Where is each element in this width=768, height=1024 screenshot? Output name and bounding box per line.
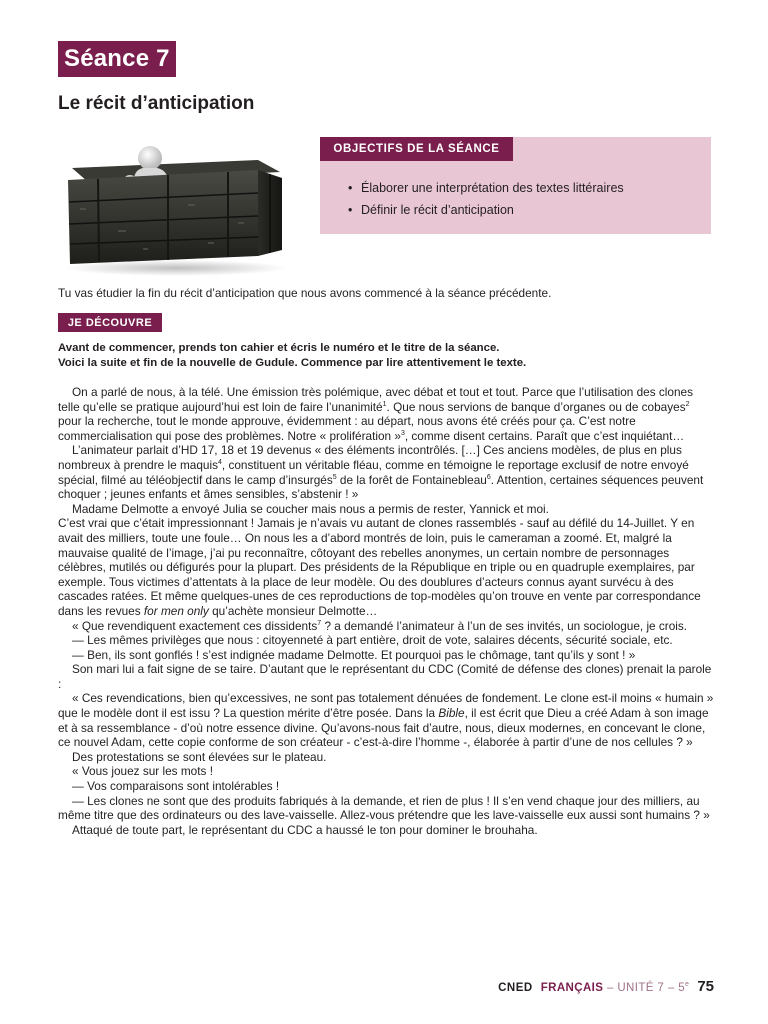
footnote-ref: 6 <box>486 473 491 481</box>
bullet-icon: • <box>348 181 353 195</box>
objective-text: Élaborer une interprétation des textes littéraires <box>361 181 624 195</box>
footnote-ref: 5 <box>332 473 337 481</box>
story-paragraph: — Les mêmes privilèges que nous : citoyenneté à part entière, droit de vote, salaires décents, sécurité sociale, etc. <box>72 633 673 648</box>
footnote-ref: 1 <box>382 400 387 408</box>
story-text <box>58 385 714 837</box>
footnote-ref: 3 <box>400 429 405 437</box>
footnote-ref: 2 <box>685 400 690 408</box>
story-paragraph: On a parlé de nous, à la télé. Une émission très polémique, avec débat et tout et tout. Parce que l’utilisation des clones telle qu’elle se pratique aujourd’hui est loin de faire l’unanimité$^1$. Que nous servions de banque d’organes ou de cobayes$^2$ pour la recherche, tout le monde approuve, évidemment : au départ, nous avons été créés pour ça. C’est notre commercialisation qui pose des problèmes. Notre « prolifération »$^3$, comme disent certains. Paraît que c’est inquiétant… <box>58 385 694 443</box>
footnote-ref: 4 <box>218 459 222 467</box>
page-number: 75 <box>697 978 714 995</box>
session-badge: Séance 7 <box>58 41 176 77</box>
story-paragraph: L’animateur parlait d’HD 17, 18 et 19 devenus « des éléments incontrôlés. […] Ces anciens modèles, de plus en plus nombreux à prendre le maquis$^4$, constituent un véritable fléau, comme en témoigne le reportage exclusif de notre envoyé spécial, filmé au téléobjectif dans le camp d’insurgés$^5$ de la forêt de Fontainebleau$^6$. Attention, certaines séquences peuvent choquer ; jeunes enfants et âmes sensibles, s’abstenir ! » <box>58 443 704 502</box>
story-paragraph: — Les clones ne sont que des produits fabriqués à la demande, et rien de plus ! Il s’en vend chaque jour des milliers, au même titre que des ordinateurs ou des lave-vaisselle. Allez-vous prétendre que les lave-vaisselle eux aussi sont humains ? » <box>58 793 710 823</box>
objectives-heading: OBJECTIFS DE LA SÉANCE <box>320 137 513 161</box>
story-paragraph: Madame Delmotte a envoyé Julia se coucher mais nous a permis de rester, Yannick et moi. <box>72 501 549 516</box>
footnote-ref: 7 <box>317 619 322 627</box>
page-footer <box>498 978 714 995</box>
story-paragraph: — Vos comparaisons sont intolérables ! <box>72 779 280 794</box>
story-paragraph: — Ben, ils sont gonflés ! s’est indignée madame Delmotte. Et pourquoi pas le chômage, tant qu’ils y sont ! » <box>72 647 636 662</box>
intro-text: Tu vas étudier la fin du récit d’anticipation que nous avons commencé à la séance précédente. <box>58 286 552 300</box>
objective-item <box>348 199 624 221</box>
story-paragraph: Attaqué de toute part, le représentant du CDC a haussé le ton pour dominer le brouhaha. <box>72 822 538 837</box>
discover-badge: JE DÉCOUVRE <box>58 313 162 332</box>
lesson-title: Le récit d’anticipation <box>58 93 255 114</box>
objectives-box <box>320 137 711 234</box>
story-paragraph: Son mari lui a fait signe de se taire. D’autant que le représentant du CDC (Comité de défense des clones) prenait la parole : <box>58 662 712 691</box>
bullet-icon: • <box>348 203 353 217</box>
footer-unit: – UNITÉ 7 – 5e <box>603 981 690 994</box>
story-paragraph: C’est vrai que c’était impressionnant ! Jamais je n’avais vu autant de clones rassemblés - sauf au défilé du 14-Juillet. Y en avait des milliers, toute une foule… On nous les a d’abord montrés de loin, puis le cameraman a zoomé. Et, malgré la mauvaise qualité de l’image, j’ai pu reconnaître, côtoyant des rebelles anonymes, un certain nombre de personnages célèbres, mutilés ou défigurés pour la plupart. Des présidents de la République en triple ou en quadruple exemplaires, par exemple. Tous victimes d’attentats à la place de leur modèle. Ou des doublures d’acteurs connus ayant survécu à des cascades ratées. Et même quelques-unes de ces reproductions de top-modèles qu’on trouve en vente par correspondance dans les revues for men only qu’achète monsieur Delmotte… <box>58 516 701 618</box>
instruction-line: Voici la suite et fin de la nouvelle de Gudule. Commence par lire attentivement le texte. <box>58 356 527 369</box>
objective-text: Définir le récit d’anticipation <box>361 203 514 217</box>
objectives-list <box>348 177 624 221</box>
story-paragraph: « Vous jouez sur les mots ! <box>72 764 213 779</box>
footer-org: CNED <box>498 982 533 994</box>
objective-item <box>348 177 624 199</box>
story-paragraph: « Ces revendications, bien qu’excessives, ne sont pas totalement dénuées de fondement. Le clone est-il moins « humain » que le modèle dont il est issu ? La question mérite d’être posée. Dans la Bible, il est écrit que Dieu a créé Adam à son image et à sa ressemblance - d’où notre essence divine. Qu’avons-nous fait d’autre, nous, dieux modernes, en concevant le clone, ce nouvel Adam, cette copie conforme de son créateur - c’est-à-dire l’homme -, élaborée à partir d’une de nos cellules ? » <box>58 691 714 750</box>
illustration-figure-in-crate <box>58 138 286 276</box>
story-paragraph: « Que revendiquent exactement ces dissidents$^7$ ? a demandé l’animateur à l’un de ses invités, un sociologue, je crois. <box>72 618 688 633</box>
instructions <box>58 341 718 370</box>
story-paragraph: Des protestations se sont élevées sur le plateau. <box>72 749 327 764</box>
instruction-line: Avant de commencer, prends ton cahier et écris le numéro et le titre de la séance. <box>58 342 500 354</box>
footer-subject: FRANÇAIS <box>540 982 604 994</box>
